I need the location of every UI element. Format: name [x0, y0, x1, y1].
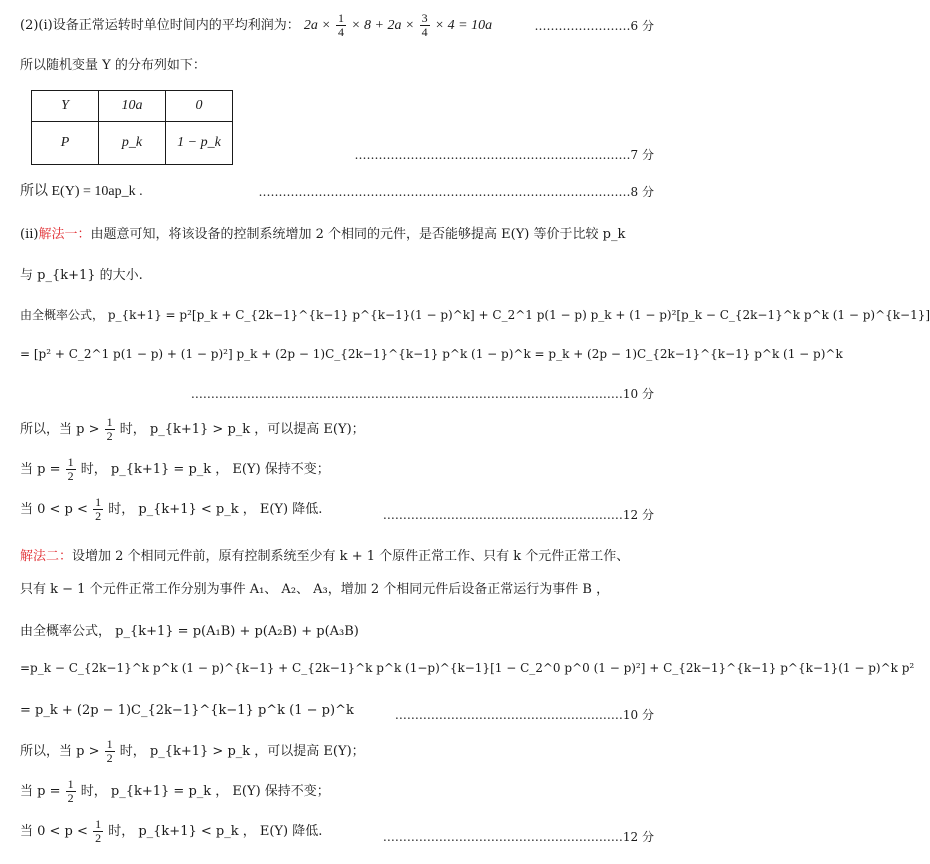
method-two-line: [20, 545, 629, 564]
frac-den: 2: [67, 791, 74, 805]
method-two-text: 设增加 2 个相同元件前，原有控制系统至少有 k + 1 个原件正常工作、只有 k 个元件正常工作、: [72, 549, 630, 564]
events-line: 只有 k − 1 个元件正常工作分别为事件 A₁、 A₂、 A₃，增加 2 个相同元件后设备正常运行为事件 B ，: [20, 582, 610, 597]
profit-formula-b: × 8 + 2a ×: [351, 18, 415, 33]
score-10-a: ………………………………………………………………………………………………10 分: [190, 387, 654, 401]
fraction-three-quarters: [420, 12, 430, 39]
case-post: 时， p_{k+1} = p_k ， E(Y) 保持不变；: [80, 784, 330, 799]
frac-den: 2: [106, 429, 113, 443]
total-probability-line: 由全概率公式， p_{k+1} = p²[p_k + C_{2k−1}^{k−1} p^{k−1}(1 − p)^k] + C_2^1 p(1 − p) p_k + (1 − p)²[p_k − C_{2k−1}^k p^k (1 − p)^{k−1}]: [20, 308, 930, 322]
case-pre: 当 0 < p <: [20, 824, 88, 839]
fraction-one-half: [66, 778, 76, 805]
fraction-one-half: [66, 456, 76, 483]
distribution-table: [31, 90, 233, 165]
method-one-label: 解法一：: [38, 227, 91, 242]
case-equal-1: [20, 456, 330, 483]
case-greater-1: [20, 416, 365, 443]
simplification-line: = [p² + C_2^1 p(1 − p) + (1 − p)²] p_k + (2p − 1)C_{2k−1}^{k−1} p^k (1 − p)^k = p_k + (2p − 1)C_{2k−1}^{k−1} p^k (1 − p)^k: [20, 347, 843, 361]
table-cell-1-minus-pk: 1 − p_k: [166, 122, 233, 165]
method-one-line: [20, 223, 625, 242]
profit-formula-c: × 4 = 10a: [434, 18, 493, 33]
profit-line: [20, 12, 492, 39]
frac-num: 1: [95, 495, 102, 509]
compare-line: 与 p_{k+1} 的大小.: [20, 268, 143, 283]
frac-num: 1: [337, 11, 344, 25]
method-one-text: 由题意可知，将该设备的控制系统增加 2 个相同的元件，是否能够提高 E(Y) 等价于比较 p_k: [90, 227, 626, 242]
case-post: 时， p_{k+1} > p_k ，可以提高 E(Y)；: [119, 744, 365, 759]
frac-num: 3: [421, 11, 428, 25]
part-ii-label: (ii): [20, 227, 39, 242]
case-greater-2: [20, 738, 365, 765]
frac-num: 1: [67, 455, 74, 469]
distribution-intro: 所以随机变量 Y 的分布列如下：: [20, 58, 206, 73]
frac-num: 1: [106, 415, 113, 429]
method-two-label: 解法二：: [20, 549, 73, 564]
table-label-p: P: [32, 122, 99, 165]
fraction-one-half: [93, 818, 103, 845]
case-less-1: [20, 496, 322, 523]
table-header-0: 0: [166, 91, 233, 122]
result-line: = p_k + (2p − 1)C_{2k−1}^{k−1} p^k (1 − p)^k: [20, 703, 354, 718]
case-pre: 当 p =: [20, 784, 61, 799]
fraction-one-half: [105, 416, 115, 443]
total-probability-2: 由全概率公式， p_{k+1} = p(A₁B) + p(A₂B) + p(A₃B): [20, 624, 359, 639]
frac-num: 1: [106, 737, 113, 751]
case-post: 时， p_{k+1} < p_k ， E(Y) 降低.: [108, 502, 323, 517]
profit-formula-a: 2a ×: [303, 18, 331, 33]
case-pre: 所以，当 p >: [20, 422, 100, 437]
case-post: 时， p_{k+1} = p_k ， E(Y) 保持不变；: [80, 462, 330, 477]
table-cell-pk: p_k: [99, 122, 166, 165]
case-pre: 当 0 < p <: [20, 502, 88, 517]
case-equal-2: [20, 778, 330, 805]
frac-num: 1: [67, 777, 74, 791]
score-8: …………………………………………………………………………………8 分: [258, 185, 654, 199]
frac-den: 4: [337, 25, 344, 39]
frac-den: 2: [95, 831, 102, 845]
frac-num: 1: [95, 817, 102, 831]
score-12-a: ……………………………………………………12 分: [382, 508, 654, 522]
fraction-one-quarter: [336, 12, 346, 39]
frac-den: 2: [95, 509, 102, 523]
case-pre: 所以，当 p >: [20, 744, 100, 759]
fraction-one-half: [105, 738, 115, 765]
expansion-line: =p_k − C_{2k−1}^k p^k (1 − p)^{k−1} + C_{2k−1}^k p^k (1−p)^{k−1}[1 − C_2^0 p^0 (1 − p)²] + C_{2k−1}^{k−1} p^{k−1}(1 − p)^k p²: [20, 661, 915, 675]
case-less-2: [20, 818, 322, 845]
table-header-10a: 10a: [99, 91, 166, 122]
frac-den: 2: [67, 469, 74, 483]
case-pre: 当 p =: [20, 462, 61, 477]
frac-den: 2: [106, 751, 113, 765]
score-7: ……………………………………………………………7 分: [354, 148, 654, 162]
score-6: ……………………6 分: [534, 19, 654, 33]
case-post: 时， p_{k+1} < p_k ， E(Y) 降低.: [108, 824, 323, 839]
expectation-line: 所以 E(Y) = 10ap_k .: [20, 184, 143, 199]
frac-den: 4: [421, 25, 428, 39]
fraction-one-half: [93, 496, 103, 523]
table-header-y: Y: [32, 91, 99, 122]
profit-prefix: (2)(i)设备正常运转时单位时间内的平均利润为：: [20, 18, 300, 33]
score-10-b: …………………………………………………10 分: [394, 708, 654, 722]
case-post: 时， p_{k+1} > p_k ，可以提高 E(Y)；: [119, 422, 365, 437]
score-12-b: ……………………………………………………12 分: [382, 830, 654, 844]
